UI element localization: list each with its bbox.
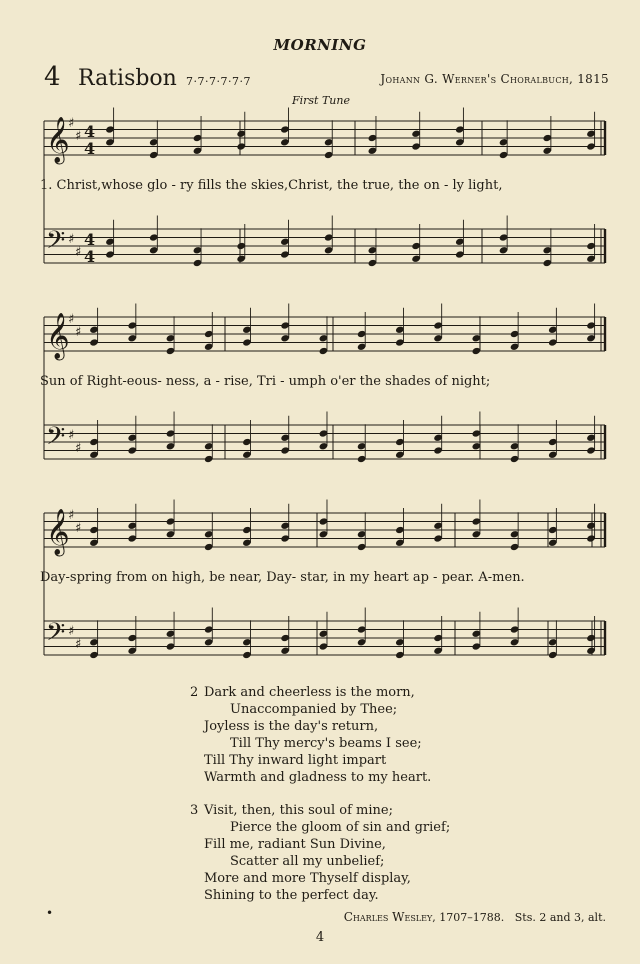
- attribution: [344, 910, 606, 924]
- stanzas: [190, 684, 604, 920]
- attribution-dates: , 1707–1788.: [432, 911, 505, 924]
- stanza-line: Till Thy mercy's beams I see;: [230, 736, 422, 751]
- stanza-line: Joyless is the day's return,: [204, 719, 379, 734]
- meter-marking: 7·7·7·7·7·7: [186, 75, 251, 88]
- time-signature-top: 4: [84, 122, 96, 141]
- tune-name: Ratisbon: [78, 66, 177, 91]
- sharp-symbol: ♯: [75, 129, 82, 144]
- sharp-symbol: ♯: [68, 624, 75, 639]
- time-signature-bottom: 4: [84, 139, 96, 158]
- attribution-note: Sts. 2 and 3, alt.: [514, 911, 606, 924]
- lyric-line-1: 1. Christ,whose glo - ry fills the skies,Christ, the true, the on - ly light,: [40, 178, 503, 193]
- sharp-symbol: ♯: [75, 521, 82, 536]
- stanza-line: Pierce the gloom of sin and grief;: [230, 820, 451, 835]
- section-title: MORNING: [273, 36, 367, 54]
- bass-clef: 𝄢: [46, 226, 66, 261]
- treble-clef: 𝄞: [46, 117, 70, 163]
- stanza-line: Shining to the perfect day.: [204, 888, 379, 903]
- sharp-symbol: ♯: [75, 325, 82, 340]
- margin-dot: •: [46, 906, 54, 920]
- tune-source: Johann G. Werner's Choralbuch, 1815: [380, 72, 609, 86]
- sharp-symbol: ♯: [68, 116, 75, 131]
- stanza-line: Visit, then, this soul of mine;: [204, 803, 393, 818]
- sharp-symbol: ♯: [68, 232, 75, 247]
- stanza-2: [190, 684, 604, 786]
- stanza-line: More and more Thyself display,: [204, 871, 411, 886]
- sharp-symbol: ♯: [68, 428, 75, 443]
- stanza-line: Fill me, radiant Sun Divine,: [204, 837, 386, 852]
- stanza-line: Scatter all my unbelief;: [230, 854, 385, 869]
- time-signature-bottom: 4: [84, 247, 96, 266]
- stanza-3: [190, 802, 604, 904]
- stanza-line: Dark and cheerless is the morn,: [204, 685, 415, 700]
- time-signature-top: 4: [84, 230, 96, 249]
- treble-clef: 𝄞: [46, 509, 70, 555]
- attribution-author: Charles Wesley: [343, 910, 433, 924]
- page-number: 4: [315, 930, 325, 945]
- stanza-number: 2: [190, 685, 199, 700]
- sharp-symbol: ♯: [68, 312, 75, 327]
- bass-clef: 𝄢: [46, 422, 66, 457]
- stanza-number: 3: [190, 803, 199, 818]
- treble-clef: 𝄞: [46, 313, 70, 359]
- tune-label: First Tune: [292, 94, 350, 107]
- stanza-line: Till Thy inward light impart: [204, 753, 387, 768]
- sharp-symbol: ♯: [75, 637, 82, 652]
- hymn-number: 4: [44, 62, 61, 92]
- stanza-line: Unaccompanied by Thee;: [230, 702, 398, 717]
- sharp-symbol: ♯: [75, 441, 82, 456]
- stanza-line: Warmth and gladness to my heart.: [204, 770, 432, 785]
- lyric-line-3: Day-spring from on high, be near, Day- star, in my heart ap - pear. A-men.: [40, 570, 525, 585]
- sharp-symbol: ♯: [68, 508, 75, 523]
- bass-clef: 𝄢: [46, 618, 66, 653]
- sharp-symbol: ♯: [75, 245, 82, 260]
- lyric-line-2: Sun of Right-eous- ness, a - rise, Tri - umph o'er the shades of night;: [40, 374, 491, 389]
